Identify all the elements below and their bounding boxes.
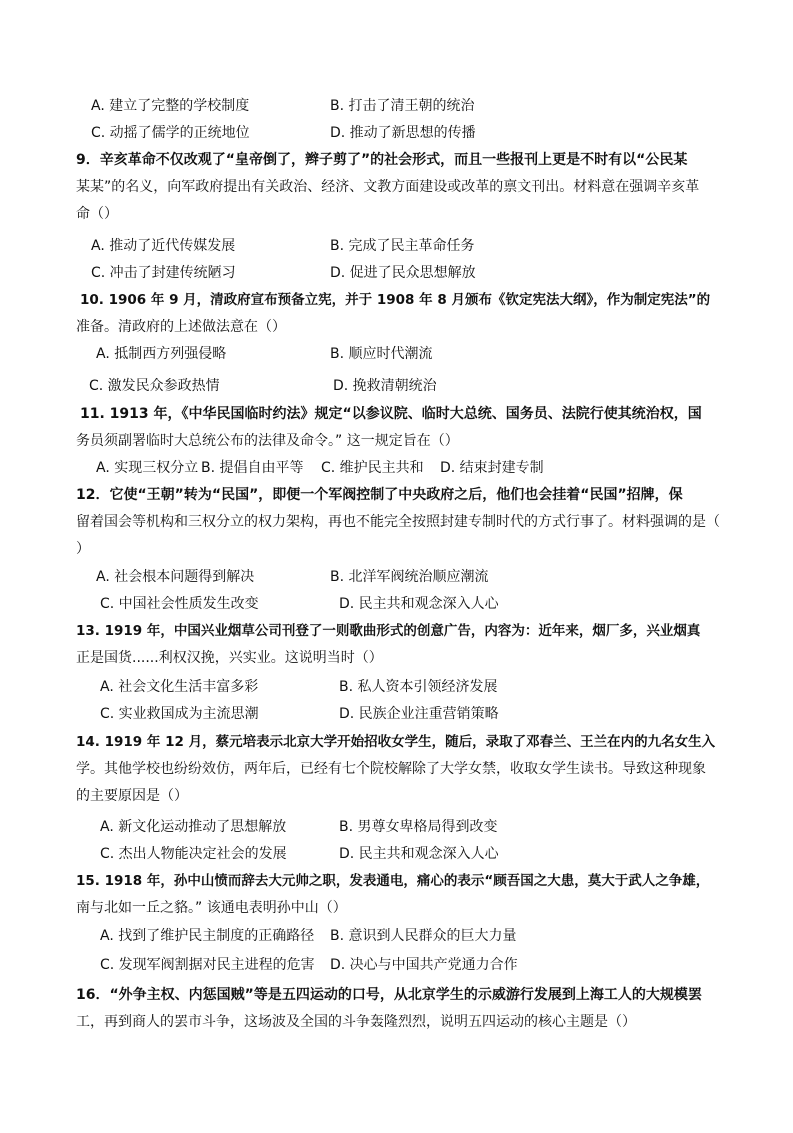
q14-stem-line3: 的主要原因是（）	[76, 788, 188, 804]
q11-option-a: A. 实现三权分立	[96, 460, 199, 476]
q13-stem-line2: 正是国货......利权汉挽，兴实业。这说明当时（）	[76, 650, 383, 666]
q11-stem-line1: 11. 1913 年，《中华民国临时约法》规定“以参议院、临时大总统、国务员、法院行使其统治权，国	[80, 406, 702, 422]
q10-option-d: D. 挽救清朝统治	[333, 378, 437, 394]
q13-option-a: A. 社会文化生活丰富多彩	[100, 679, 259, 695]
q12-option-a: A. 社会根本问题得到解决	[96, 569, 255, 585]
q9-option-d: D. 促进了民众思想解放	[330, 265, 476, 281]
q15-stem-line2: 南与北如一丘之貉。” 该通电表明孙中山（）	[76, 900, 347, 916]
q15-stem-line1: 15. 1918 年，孙中山愤而辞去大元帅之职，发表通电，痛心的表示“顾吾国之大患，莫大于武人之争雄，	[76, 873, 710, 889]
q10-stem-line1: 10. 1906 年 9 月，清政府宣布预备立宪，并于 1908 年 8 月颁布《钦定宪法大纲》，作为制定宪法”的	[80, 292, 711, 308]
q8-option-d: D. 推动了新思想的传播	[330, 125, 476, 141]
q12-stem-line2: 留着国会等机构和三权分立的权力架构，再也不能完全按照封建专制时代的方式行事了。材料强调的是（	[76, 514, 720, 530]
q10-stem-line2: 准备。清政府的上述做法意在（）	[76, 319, 286, 335]
q13-option-d: D. 民族企业注重营销策略	[339, 706, 499, 722]
q12-option-c: C. 中国社会性质发生改变	[100, 596, 259, 612]
q14-stem-line2: 学。其他学校也纷纷效仿，两年后，已经有七个院校解除了大学女禁，收取女学生读书。导致这种现象	[76, 761, 706, 777]
q11-stem-line2: 务员须副署临时大总统公布的法律及命令。” 这一规定旨在（）	[76, 433, 459, 449]
q8-option-b: B. 打击了清王朝的统治	[330, 98, 475, 114]
q10-option-b: B. 顺应时代潮流	[330, 346, 433, 362]
q13-option-c: C. 实业救国成为主流思潮	[100, 706, 259, 722]
q12-stem-line3: ）	[76, 541, 90, 557]
q9-stem-line2: 某某”的名义，向军政府提出有关政治、经济、文教方面建设或改革的禀文刊出。材料意在强调辛亥革	[76, 179, 700, 195]
q10-option-c: C. 激发民众参政热情	[89, 378, 220, 394]
q13-option-b: B. 私人资本引领经济发展	[339, 679, 498, 695]
q15-option-c: C. 发现军阀割据对民主进程的危害	[100, 957, 315, 973]
q15-option-b: B. 意识到人民群众的巨大力量	[330, 928, 517, 944]
q10-option-a: A. 抵制西方列强侵略	[96, 346, 227, 362]
q9-stem-line1: 9．辛亥革命不仅改观了“皇帝倒了，辫子剪了”的社会形式，而且一些报刊上更是不时有以“公民某	[76, 152, 688, 168]
q12-option-b: B. 北洋军阀统治顺应潮流	[330, 569, 489, 585]
q8-option-a: A. 建立了完整的学校制度	[91, 98, 250, 114]
q12-option-d: D. 民主共和观念深入人心	[339, 596, 499, 612]
q8-option-c: C. 动摇了儒学的正统地位	[91, 125, 250, 141]
q14-option-c: C. 杰出人物能决定社会的发展	[100, 846, 287, 862]
q14-option-b: B. 男尊女卑格局得到改变	[339, 819, 498, 835]
q14-option-d: D. 民主共和观念深入人心	[339, 846, 499, 862]
q9-option-b: B. 完成了民主革命任务	[330, 238, 475, 254]
q15-option-d: D. 决心与中国共产党通力合作	[330, 957, 518, 973]
q9-option-c: C. 冲击了封建传统陋习	[91, 265, 236, 281]
q16-stem-line2: 工，再到商人的罢市斗争，这场波及全国的斗争轰隆烈烈，说明五四运动的核心主题是（）	[76, 1014, 636, 1030]
q11-option-b: B. 提倡自由平等	[201, 460, 304, 476]
q9-option-a: A. 推动了近代传媒发展	[91, 238, 236, 254]
q11-option-c: C. 维护民主共和	[321, 460, 424, 476]
q13-stem-line1: 13. 1919 年，中国兴业烟草公司刊登了一则歌曲形式的创意广告，内容为：近年来，烟厂多，兴业烟真	[76, 623, 701, 639]
q15-option-a: A. 找到了维护民主制度的正确路径	[100, 928, 315, 944]
q14-stem-line1: 14. 1919 年 12 月，蔡元培表示北京大学开始招收女学生，随后，录取了邓春兰、王兰在内的九名女生入	[76, 734, 716, 750]
q11-option-d: D. 结束封建专制	[440, 460, 544, 476]
q9-stem-line3: 命（）	[76, 206, 118, 222]
q16-stem-line1: 16．“外争主权、内惩国贼”等是五四运动的口号，从北京学生的示威游行发展到上海工人的大规模罢	[76, 987, 702, 1003]
q14-option-a: A. 新文化运动推动了思想解放	[100, 819, 287, 835]
q12-stem-line1: 12．它使“王朝”转为“民国”，即便一个军阀控制了中央政府之后，他们也会挂着“民国”招牌，保	[76, 487, 683, 503]
